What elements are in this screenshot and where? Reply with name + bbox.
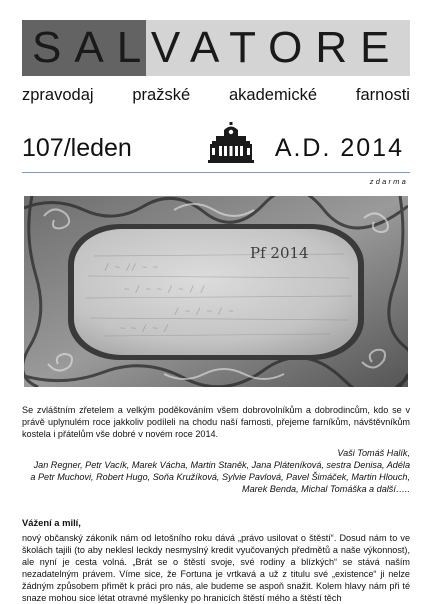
signature-line: Marek Benda, Michal Tomáška a další…..: [242, 484, 410, 494]
svg-text:~ / ~ ~ / ~ / /: ~ / ~ ~ / ~ / /: [124, 285, 206, 295]
church-logo-icon: [208, 122, 254, 164]
signature-line: a Petr Muchovi, Robert Hugo, Soňa Kružíková, Sylvie Pavlová, Pavel Šimáček, Martin Hlouch,: [30, 472, 410, 482]
svg-text:~ ~ / ~ /: ~ ~ / ~ /: [120, 324, 169, 334]
price-label: zdarma: [369, 177, 408, 186]
header-rule: [22, 172, 410, 173]
svg-text:/ ~ // ~ ~: / ~ // ~ ~: [104, 263, 159, 273]
signature-line: Jan Regner, Petr Vacík, Marek Vácha, Martin Staněk, Jana Pláteníková, sestra Denisa, Adéla: [33, 460, 410, 470]
issue-row: [22, 130, 410, 166]
subtitle-word: pražské: [132, 86, 191, 104]
signature-block: [22, 447, 410, 495]
pf-photo: [24, 196, 408, 387]
issue-number: 107/leden: [22, 134, 132, 162]
subtitle-word: farnosti: [355, 86, 410, 104]
pf-carving: Pf 2014: [250, 244, 309, 262]
intro-paragraph: Se zvláštním zřetelem a velkým poděkováním všem dobrovolníkům a dobrodincům, kdo se v právě uplynulém roce jakkoliv podíleli na chodu naší farnosti, přejeme farníkům, návštěvníkům kostela i přátelům vše dobré v novém roce 2014.: [22, 405, 410, 439]
article-greeting: Vážení a milí,: [22, 517, 81, 528]
subtitle-word: zpravodaj: [22, 86, 94, 104]
issue-year: A.D. 2014: [274, 134, 404, 162]
signature-line: Vaši Tomáš Halík,: [337, 448, 410, 458]
masthead: [22, 20, 410, 76]
subtitle-word: akademické: [228, 86, 318, 104]
masthead-title: SALVATORE: [32, 23, 403, 72]
svg-text:/ ~ / ~ / ~: / ~ / ~ / ~: [174, 307, 234, 317]
article-text: nový občanský zákoník nám od letošního roku dává „právo usilovat o štěstí“. Dosud nám to ve školách tajili (to aby neklesl leckdy nesmyslný kredit vyučovaných předmětů a naše výkonnost), ale nyní je cesta volná. „Brát se o štěstí svoje, své rodiny a blízkých“ se stává naším nezadatelným právem. Víme sice, že Fortuna je vrtkavá a už z titulu své „existence“ ji nelze žádným způsobem přimět k práci pro nás, ale budeme se aspoň snažit. Kolem hlavy nám při té snaze mohou sice létat otravné myšlenky po hranicích štěstí mého a štěstí těch: [22, 533, 410, 603]
subtitle: [22, 86, 410, 105]
